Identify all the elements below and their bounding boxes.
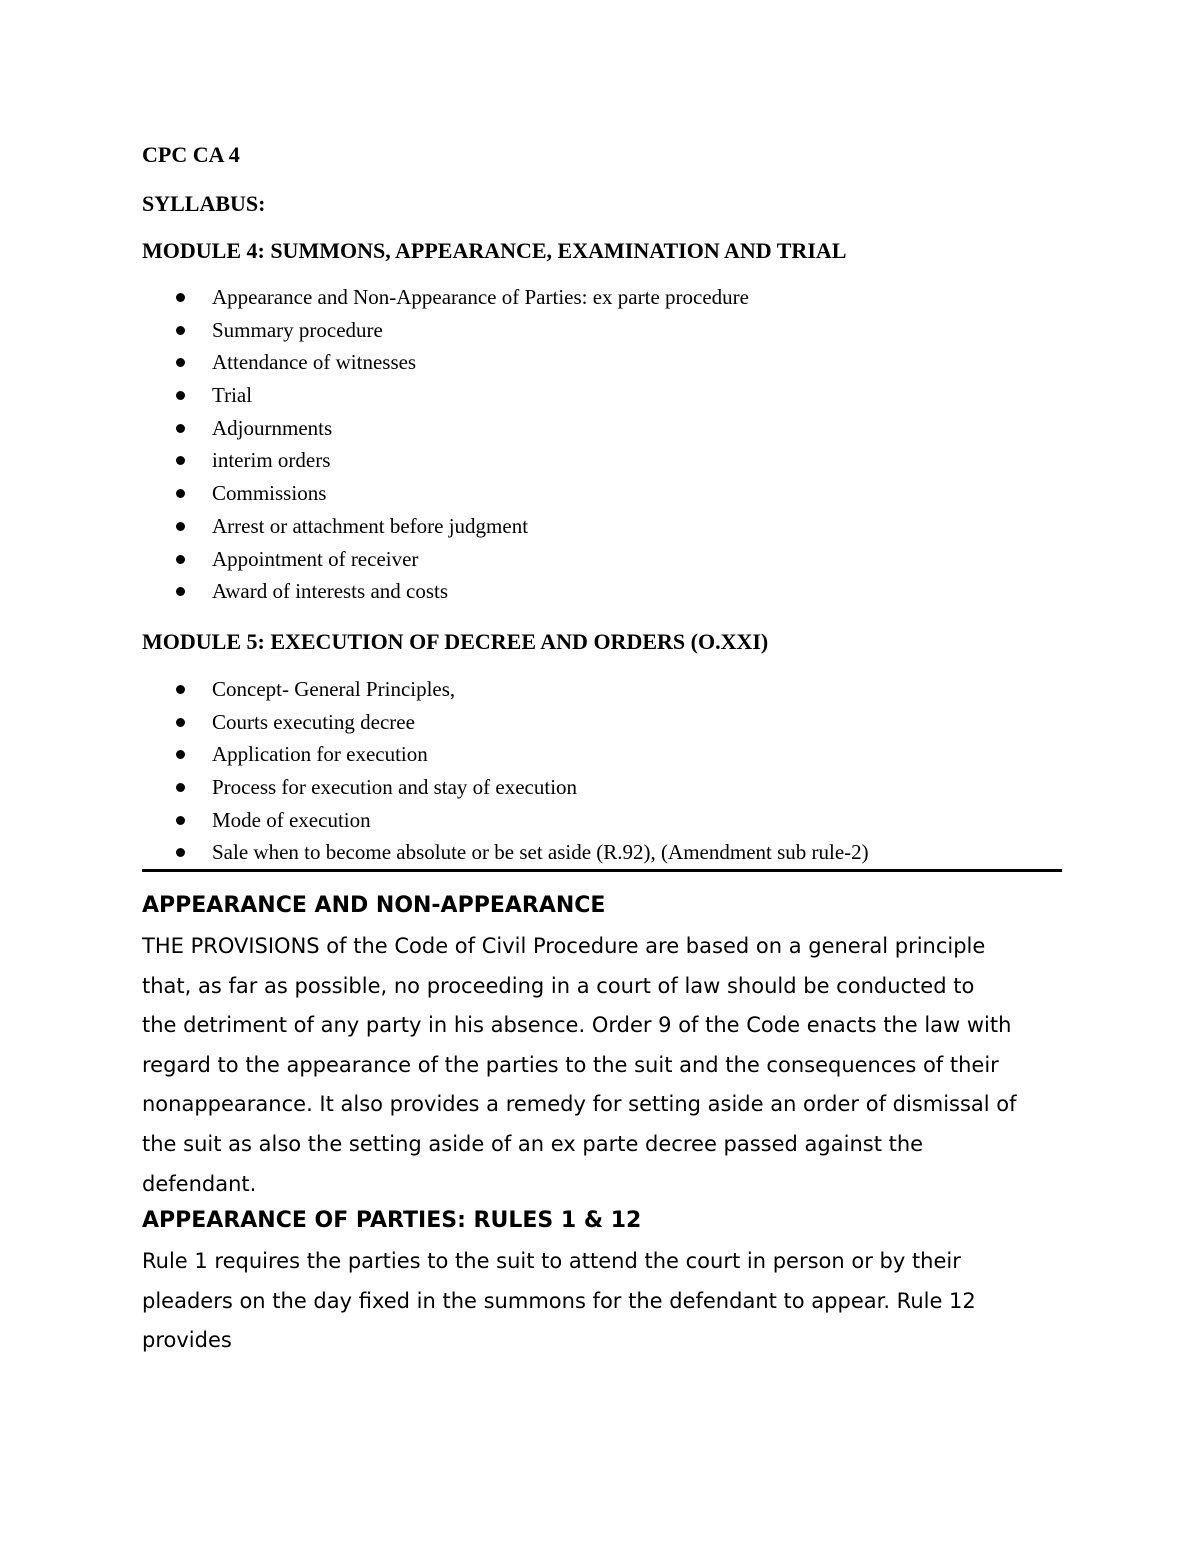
bullet-icon bbox=[176, 685, 185, 694]
horizontal-divider bbox=[142, 869, 1062, 872]
bullet-icon bbox=[176, 456, 185, 465]
list-item: Process for execution and stay of execution bbox=[142, 771, 869, 804]
list-item: Arrest or attachment before judgment bbox=[142, 510, 749, 543]
list-item: Sale when to become absolute or be set aside (R.92), (Amendment sub rule-2) bbox=[142, 836, 869, 869]
paragraph-line: the suit as also the setting aside of an ex parte decree passed against the bbox=[142, 1131, 924, 1156]
bullet-icon bbox=[176, 326, 185, 335]
paragraph-line: that, as far as possible, no proceeding in a court of law should be conducted to bbox=[142, 973, 975, 998]
list-item: Commissions bbox=[142, 477, 749, 510]
bullet-icon bbox=[176, 750, 185, 759]
list-item: Attendance of witnesses bbox=[142, 346, 749, 379]
module5-heading: MODULE 5: EXECUTION OF DECREE AND ORDERS (O.XXI) bbox=[142, 629, 769, 654]
bullet-icon bbox=[176, 391, 185, 400]
list-item: Summary procedure bbox=[142, 314, 749, 347]
document-title: CPC CA 4 bbox=[142, 142, 240, 167]
module4-heading: MODULE 4: SUMMONS, APPEARANCE, EXAMINATION AND TRIAL bbox=[142, 238, 847, 263]
section-body-appearance bbox=[142, 927, 1062, 1204]
list-item: Application for execution bbox=[142, 738, 869, 771]
paragraph-line: nonappearance. It also provides a remedy for setting aside an order of dismissal of bbox=[142, 1092, 1017, 1117]
bullet-icon bbox=[176, 783, 185, 792]
list-item: Trial bbox=[142, 379, 749, 412]
bullet-icon bbox=[176, 555, 185, 564]
list-item: interim orders bbox=[142, 444, 749, 477]
module4-topic-list bbox=[142, 281, 749, 608]
section-heading-rules: APPEARANCE OF PARTIES: RULES 1 & 12 bbox=[142, 1208, 642, 1233]
bullet-icon bbox=[176, 424, 185, 433]
list-item: Award of interests and costs bbox=[142, 575, 749, 608]
bullet-icon bbox=[176, 358, 185, 367]
bullet-icon bbox=[176, 489, 185, 498]
section-body-rules bbox=[142, 1242, 1062, 1361]
paragraph-line: pleaders on the day fixed in the summons for the defendant to appear. Rule 12 bbox=[142, 1288, 976, 1313]
paragraph-line: the detriment of any party in his absence. Order 9 of the Code enacts the law with bbox=[142, 1013, 1012, 1038]
paragraph-line: THE PROVISIONS of the Code of Civil Procedure are based on a general principle bbox=[142, 934, 986, 958]
paragraph-line: regard to the appearance of the parties to the suit and the consequences of their bbox=[142, 1052, 999, 1077]
list-item: Concept- General Principles, bbox=[142, 673, 869, 706]
paragraph-line: Rule 1 requires the parties to the suit to attend the court in person or by their bbox=[142, 1249, 961, 1273]
bullet-icon bbox=[176, 718, 185, 727]
list-item: Appearance and Non-Appearance of Parties: ex parte procedure bbox=[142, 281, 749, 314]
list-item: Courts executing decree bbox=[142, 706, 869, 739]
module5-topic-list bbox=[142, 673, 869, 869]
paragraph-line: defendant. bbox=[142, 1171, 257, 1196]
bullet-icon bbox=[176, 293, 185, 302]
list-item: Appointment of receiver bbox=[142, 543, 749, 576]
bullet-icon bbox=[176, 816, 185, 825]
paragraph-line: provides bbox=[142, 1328, 232, 1353]
list-item: Adjournments bbox=[142, 412, 749, 445]
bullet-icon bbox=[176, 587, 185, 596]
bullet-icon bbox=[176, 522, 185, 531]
bullet-icon bbox=[176, 848, 185, 857]
list-item: Mode of execution bbox=[142, 804, 869, 837]
syllabus-label: SYLLABUS: bbox=[142, 191, 266, 216]
section-heading-appearance: APPEARANCE AND NON-APPEARANCE bbox=[142, 893, 606, 918]
